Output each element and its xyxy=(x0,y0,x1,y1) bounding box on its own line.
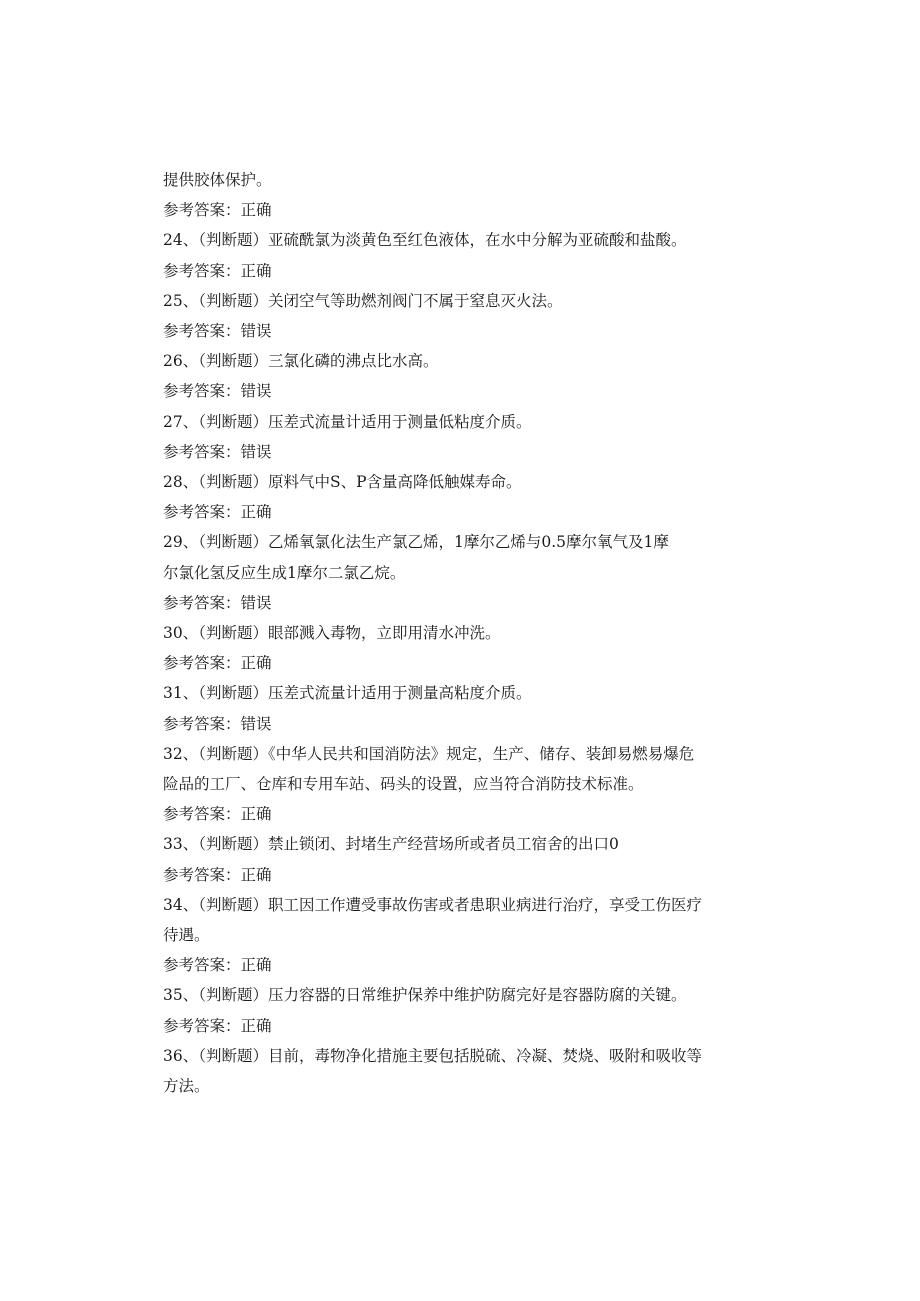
question-line: 32、（判断题）《中华人民共和国消防法》规定，生产、储存、装卸易燃易爆危 xyxy=(163,744,695,763)
question-line: 31、（判断题）压差式流量计适用于测量高粘度介质。 xyxy=(163,684,532,703)
question-line: 30、（判断题）眼部溅入毒物，立即用清水冲洗。 xyxy=(163,624,501,643)
question-line: 24、（判断题）亚硫酰氯为淡黄色至红色液体，在水中分解为亚硫酸和盐酸。 xyxy=(163,231,687,250)
question-line: 28、（判断题）原料气中S、P含量高降低触媒寿命。 xyxy=(163,473,522,492)
answer-line: 参考答案：错误 xyxy=(163,593,272,612)
question-line: 33、（判断题）禁止锁闭、封堵生产经营场所或者员工宿舍的出口0 xyxy=(163,835,619,854)
answer-line: 参考答案：正确 xyxy=(163,654,272,673)
question-line: 25、（判断题）关闭空气等助燃剂阀门不属于窒息灭火法。 xyxy=(163,291,563,310)
text-line: 尔氯化氢反应生成1摩尔二氯乙烷。 xyxy=(163,563,406,582)
text-line: 待遇。 xyxy=(163,926,210,945)
question-line: 26、（判断题）三氯化磷的沸点比水高。 xyxy=(163,352,439,371)
text-line: 方法。 xyxy=(163,1077,210,1096)
answer-line: 参考答案：错误 xyxy=(163,714,272,733)
question-line: 29、（判断题）乙烯氧氯化法生产氯乙烯，1摩尔乙烯与0.5摩尔氧气及1摩 xyxy=(163,533,669,552)
answer-line: 参考答案：正确 xyxy=(163,865,272,884)
question-line: 36、（判断题）目前，毒物净化措施主要包括脱硫、冷凝、焚烧、吸附和吸收等 xyxy=(163,1046,702,1065)
text-line: 提供胶体保护。 xyxy=(163,171,272,189)
answer-line: 参考答案：正确 xyxy=(163,201,272,220)
answer-line: 参考答案：正确 xyxy=(163,805,272,824)
question-line: 27、（判断题）压差式流量计适用于测量低粘度介质。 xyxy=(163,412,532,431)
question-line: 35、（判断题）压力容器的日常维护保养中维护防腐完好是容器防腐的关键。 xyxy=(163,986,687,1005)
text-line: 险品的工厂、仓库和专用车站、码头的设置，应当符合消防技术标准。 xyxy=(163,775,644,794)
answer-line: 参考答案：错误 xyxy=(163,382,272,401)
document-body xyxy=(163,165,763,1101)
answer-line: 参考答案：正确 xyxy=(163,1016,272,1035)
answer-line: 参考答案：正确 xyxy=(163,261,272,280)
answer-line: 参考答案：错误 xyxy=(163,322,272,341)
answer-line: 参考答案：正确 xyxy=(163,956,272,975)
question-line: 34、（判断题）职工因工作遭受事故伤害或者患职业病进行治疗，享受工伤医疗 xyxy=(163,895,702,914)
answer-line: 参考答案：正确 xyxy=(163,503,272,522)
answer-line: 参考答案：错误 xyxy=(163,442,272,461)
